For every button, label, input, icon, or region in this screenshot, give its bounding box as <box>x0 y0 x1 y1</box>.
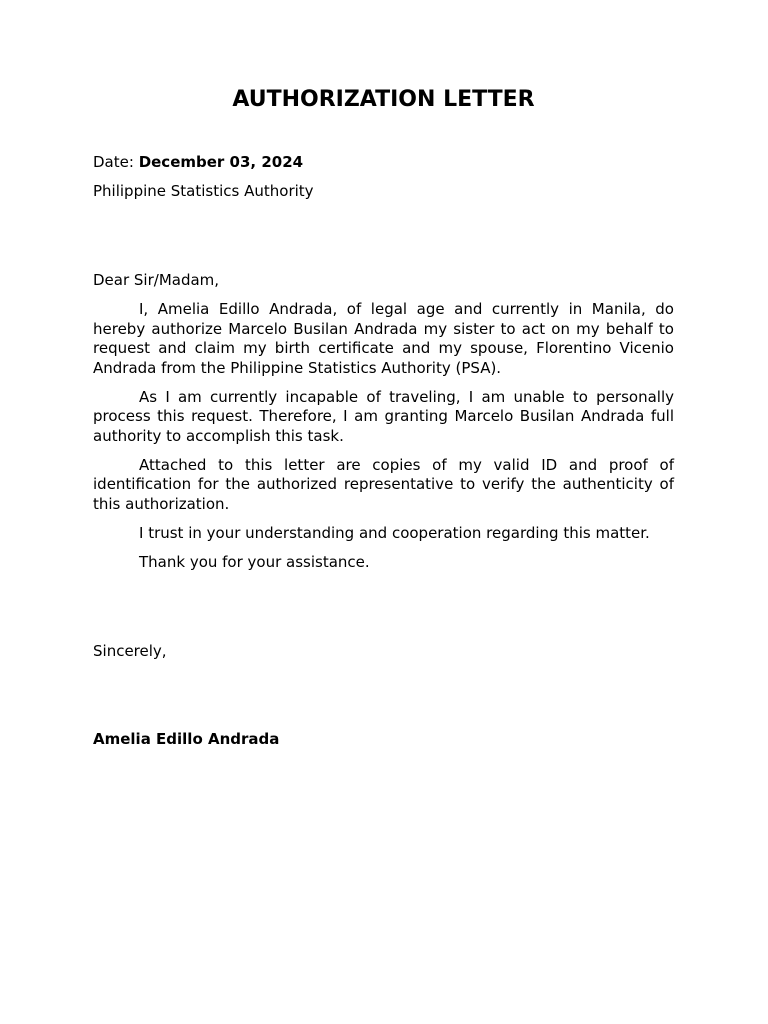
letter-body <box>93 300 674 582</box>
date-label: Date: <box>93 153 139 171</box>
date-value: December 03, 2024 <box>138 153 304 171</box>
recipient: Philippine Statistics Authority <box>93 182 314 200</box>
body-paragraph: Thank you for your assistance. <box>139 552 370 571</box>
date-line <box>93 153 303 173</box>
salutation: Dear Sir/Madam, <box>93 271 220 289</box>
body-paragraph: Attached to this letter are copies of my valid ID and proof of identification for the authorized representative to verify the authenticity of this authorization. <box>93 455 674 513</box>
body-paragraph: As I am currently incapable of traveling, I am unable to personally process this request. Therefore, I am granting Marcelo Busilan Andrada full authority to accomplish this task. <box>93 387 674 445</box>
closing: Sincerely, <box>93 642 167 660</box>
body-paragraph: I trust in your understanding and cooperation regarding this matter. <box>139 523 650 542</box>
letter-title: AUTHORIZATION LETTER <box>232 87 535 112</box>
body-paragraph: I, Amelia Edillo Andrada, of legal age and currently in Manila, do hereby authorize Marcelo Busilan Andrada my sister to act on my behalf to request and claim my birth certificate and my spouse, Florentino Vicenio Andrada from the Philippine Statistics Authority (PSA). <box>93 300 674 377</box>
signer-name: Amelia Edillo Andrada <box>93 730 280 748</box>
